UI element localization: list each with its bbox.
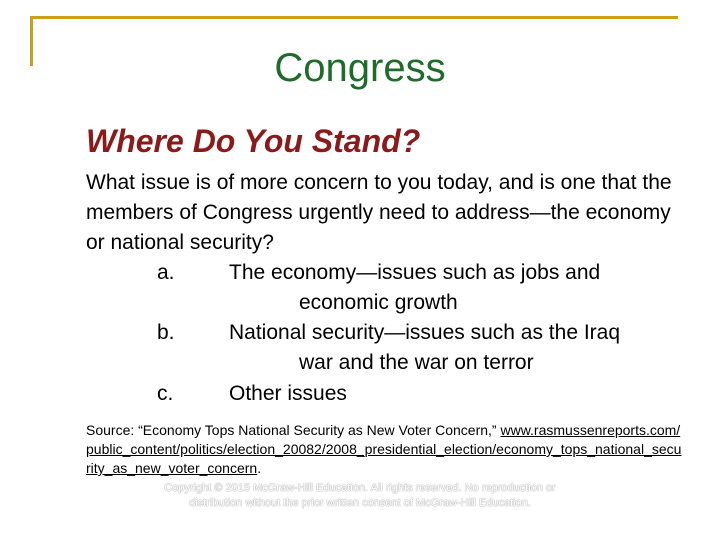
option-c-text-line1: Other issues xyxy=(229,382,347,405)
source-link[interactable]: www.rasmussenreports.com/public_content/politics/election_20082/2008_presidential_election/economy_tops_national_security_as_new_voter_concern xyxy=(86,422,682,476)
slide-subtitle: Where Do You Stand? xyxy=(86,123,421,159)
option-b-text-line2: war and the war on terror xyxy=(299,351,534,374)
slide-title: Congress xyxy=(274,46,446,90)
source-citation xyxy=(86,421,686,478)
source-prefix: Source: “Economy Tops National Security as New Voter Concern,” xyxy=(86,422,497,438)
question-text: What issue is of more concern to you today, and is one that the members of Congress urgently need to address—the economy or national security? xyxy=(86,171,672,254)
decorative-frame-top-line xyxy=(30,16,678,19)
copyright-notice: Copyright © 2015 McGraw-Hill Education. All rights reserved. No reproduction or distribution without the prior written consent of McGraw-Hill Education. xyxy=(164,482,556,509)
source-suffix: . xyxy=(257,460,262,476)
option-a-text-line2: economic growth xyxy=(299,291,458,314)
option-a-text-line1: The economy—issues such as jobs and xyxy=(229,261,601,284)
option-b-text-line1: National security—issues such as the Iraq xyxy=(229,321,621,344)
option-a-letter: a. xyxy=(157,261,175,284)
option-c-letter: c. xyxy=(157,382,174,405)
option-b-letter: b. xyxy=(157,321,175,344)
